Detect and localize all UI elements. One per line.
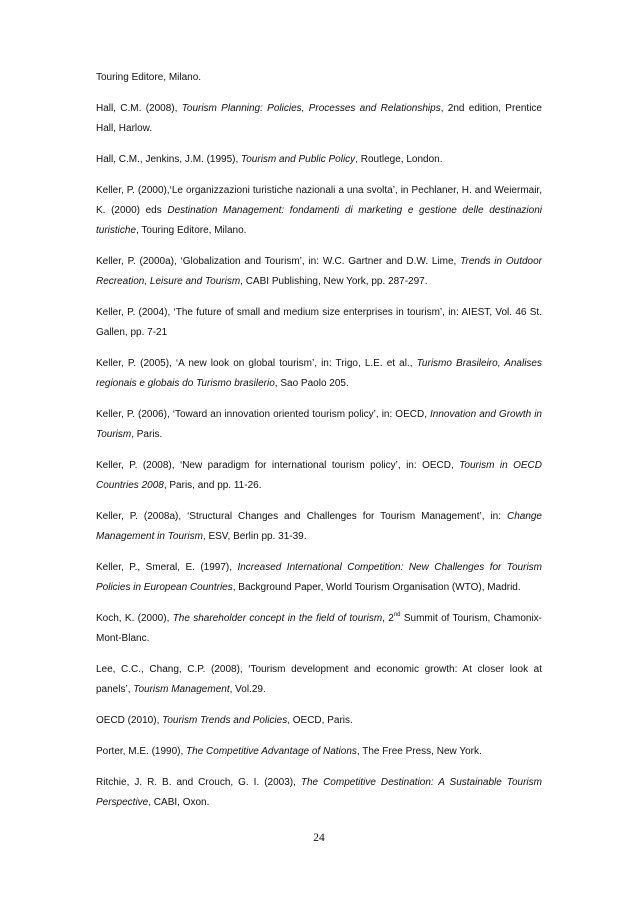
reference-text: , Paris, and pp. 11-26.: [163, 480, 262, 491]
reference-title: Tourism Management: [133, 684, 230, 695]
reference-text: Koch, K. (2000),: [96, 613, 173, 624]
reference-text: Keller, P. (2006), ‘Toward an innovation oriented tourism policy’, in: OECD,: [96, 409, 431, 420]
reference-title: Destination Management: fondamenti di marketing e gestione delle destinazioni turistiche: [96, 205, 543, 236]
reference-text: , Routlege, London.: [355, 154, 443, 165]
reference-entry: [96, 456, 542, 496]
reference-text: , ESV, Berlin pp. 31-39.: [202, 531, 307, 542]
reference-text: , Paris.: [131, 429, 163, 440]
reference-text: , The Free Press, New York.: [356, 746, 482, 757]
reference-entry: [96, 660, 542, 700]
reference-title: Tourism in OECD Countries 2008: [96, 460, 542, 491]
reference-text: , CABI Publishing, New York, pp. 287-297.: [240, 276, 428, 287]
reference-entry: [96, 252, 542, 292]
reference-text: Porter, M.E. (1990),: [96, 746, 187, 757]
reference-text: , CABI, Oxon.: [148, 797, 210, 808]
reference-text: Lee, C.C., Chang, C.P. (2008), ‘Tourism development and economic growth: At closer look at panels’,: [96, 664, 542, 695]
reference-text: Hall, C.M. (2008),: [96, 103, 182, 114]
reference-entry: [96, 558, 542, 598]
reference-entry: [96, 150, 542, 170]
page-number: 24: [313, 832, 325, 844]
reference-title: Innovation and Growth in Tourism: [96, 409, 542, 440]
reference-title: The shareholder concept in the field of tourism: [172, 613, 383, 624]
reference-entry: [96, 773, 542, 813]
reference-entry: [96, 181, 542, 241]
reference-entry: [96, 507, 542, 547]
reference-title: Increased International Competition: New Challenges for Tourism Policies in European Countries: [96, 562, 542, 593]
reference-list: [96, 68, 542, 824]
reference-text: Keller, P. (2005), ‘A new look on global tourism’, in: Trigo, L.E. et al.,: [96, 358, 417, 369]
reference-text: , 2nd edition, Prentice Hall, Harlow.: [96, 103, 542, 134]
reference-title: Turismo Brasileiro, Analises regionais e globais do Turismo brasilerio: [96, 358, 542, 389]
reference-title: Tourism Trends and Policies: [162, 715, 288, 726]
reference-title: The Competitive Destination: A Sustainable Tourism Perspective: [96, 777, 542, 808]
reference-entry: [96, 99, 542, 139]
reference-text: Keller, P. (2000a), ‘Globalization and Tourism’, in: W.C. Gartner and D.W. Lime,: [96, 256, 461, 267]
reference-text: , Vol.29.: [229, 684, 266, 695]
reference-title: Tourism and Public Policy: [241, 154, 356, 165]
reference-text: Keller, P. (2008), ‘New paradigm for international tourism policy’, in: OECD,: [96, 460, 460, 471]
reference-text: Summit of Tourism, Chamonix-Mont-Blanc.: [96, 613, 543, 644]
reference-title: Tourism Planning: Policies, Processes and Relationships: [181, 103, 441, 114]
reference-text: , Background Paper, World Tourism Organisation (WTO), Madrid.: [232, 582, 521, 593]
reference-entry: [96, 711, 542, 731]
reference-text: Keller, P. (2008a), ‘Structural Changes and Challenges for Tourism Management’, in:: [96, 511, 507, 522]
reference-title: Change Management in Tourism: [96, 511, 542, 542]
reference-entry: [96, 609, 542, 649]
reference-text: OECD (2010),: [96, 715, 163, 726]
reference-text: , OECD, Paris.: [287, 715, 353, 726]
reference-entry: [96, 68, 542, 88]
reference-text: , Sao Paolo 205.: [274, 378, 349, 389]
reference-text: Touring Editore, Milano.: [96, 72, 202, 83]
reference-title: The Competitive Advantage of Nations: [186, 746, 357, 757]
reference-text: Keller, P. (2004), ‘The future of small and medium size enterprises in tourism’, in: AIEST, Vol. 46 St. Gallen, pp. 7-21: [96, 307, 542, 338]
reference-text: Keller, P., Smeral, E. (1997),: [96, 562, 238, 573]
superscript: nd: [393, 612, 401, 618]
reference-entry: [96, 742, 542, 762]
reference-entry: [96, 405, 542, 445]
reference-entry: [96, 303, 542, 343]
reference-text: , Touring Editore, Milano.: [136, 225, 247, 236]
reference-text: Keller, P. (2000),‘Le organizzazioni turistiche nazionali a una svolta’, in Pechlaner, H. and Weiermair, K. (2000) eds: [96, 185, 542, 216]
reference-text: Hall, C.M., Jenkins, J.M. (1995),: [96, 154, 242, 165]
reference-entry: [96, 354, 542, 394]
reference-text: , 2: [382, 613, 394, 624]
reference-title: Trends in Outdoor Recreation, Leisure and Tourism: [96, 256, 542, 287]
reference-text: Ritchie, J. R. B. and Crouch, G. I. (2003),: [96, 777, 301, 788]
